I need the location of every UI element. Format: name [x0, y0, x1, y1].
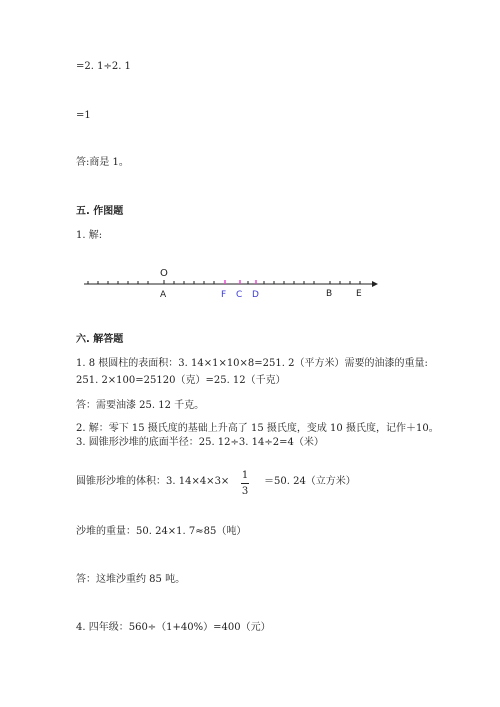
- label-O: O: [160, 268, 168, 279]
- question3-line-a: 3. 圆锥形沙堆的底面半径：25. 12÷3. 14÷2=4（米）: [76, 437, 324, 448]
- question4-line: 4. 四年级：560÷（1+40%）=400（元）: [76, 622, 271, 633]
- label-F: F: [221, 290, 227, 300]
- label-A: A: [160, 290, 167, 300]
- number-line-arrow: [372, 281, 378, 287]
- question3-volume-pre: 圆锥形沙堆的体积：3. 14×4×3×: [76, 476, 230, 487]
- label-E: E: [356, 289, 362, 299]
- question3-line-c: 沙堆的重量：50. 24×1. 7≈85（吨）: [76, 526, 247, 537]
- fraction-one-third: [240, 470, 250, 497]
- section-heading-6: 六. 解答题: [76, 334, 124, 345]
- number-line-figure: [78, 262, 378, 302]
- fraction-denominator: 3: [241, 486, 249, 497]
- label-D: D: [252, 290, 259, 300]
- question3-answer: 答：这堆沙重约 85 吨。: [76, 574, 186, 585]
- question2-line: 2. 解：零下 15 摄氏度的基础上升高了 15 摄氏度，变成 10 摄氏度，记作＋10。: [76, 423, 439, 434]
- fraction-bar: [241, 483, 249, 484]
- answer-line-1: 答:商是 1。: [76, 157, 129, 168]
- label-C: C: [236, 290, 243, 300]
- highlight-ticks: [225, 280, 256, 284]
- question1-line-b: 251. 2×100=25120（克）=25. 12（千克）: [76, 375, 286, 386]
- question1-line-a: 1. 8 根圆柱的表面积：3. 14×1×10×8=251. 2（平方米）需要的油漆的重量:: [76, 358, 428, 369]
- label-B: B: [326, 289, 333, 299]
- question3-volume-post: ＝50. 24（立方米）: [264, 476, 356, 487]
- section5-question-1: 1. 解:: [76, 230, 103, 241]
- equation-line-1: =2. 1÷2. 1: [76, 61, 131, 72]
- tick-marks: [88, 280, 360, 284]
- question1-answer: 答：需要油漆 25. 12 千克。: [76, 400, 205, 411]
- fraction-numerator: 1: [241, 470, 249, 481]
- section-heading-5: 五. 作图题: [76, 206, 124, 217]
- equation-line-2: =1: [76, 110, 91, 121]
